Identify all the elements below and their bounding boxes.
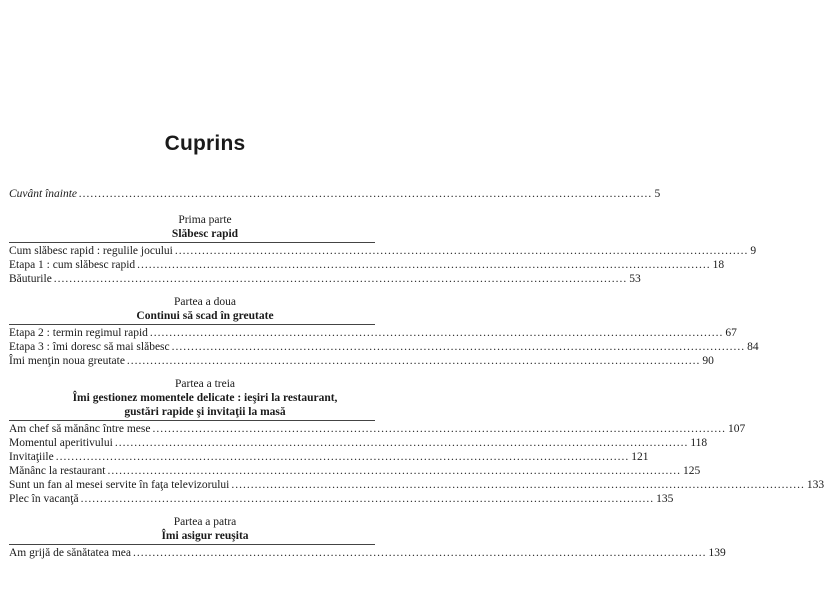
divider bbox=[9, 544, 375, 545]
entry-page: 121 bbox=[631, 451, 649, 463]
entry-label: Etapa 3 : îmi doresc să mai slăbesc bbox=[9, 341, 170, 353]
toc-entry[interactable] bbox=[9, 259, 725, 272]
dot-leader: .................................................................................................................................................... bbox=[171, 341, 746, 353]
part-subtitle: gustări rapide şi invitaţii la masă bbox=[124, 406, 286, 418]
entry-page: 84 bbox=[747, 341, 759, 353]
toc-entry[interactable] bbox=[9, 423, 746, 436]
dot-leader: .................................................................................................................................................... bbox=[149, 327, 724, 339]
entry-page: 135 bbox=[656, 493, 674, 505]
part-subtitle: Îmi gestionez momentele delicate : ieşiri la restaurant, bbox=[72, 392, 338, 404]
dot-leader: .................................................................................................................................................... bbox=[114, 437, 689, 449]
part-heading: Partea a treia bbox=[174, 378, 235, 390]
entry-page: 53 bbox=[629, 273, 641, 285]
part-subtitle: Slăbesc rapid bbox=[171, 228, 239, 240]
toc-entry[interactable] bbox=[9, 451, 649, 464]
entry-label: Am chef să mănânc între mese bbox=[9, 423, 151, 435]
entry-label: Etapa 2 : termin regimul rapid bbox=[9, 327, 148, 339]
entry-page: 107 bbox=[727, 423, 746, 435]
entry-label: Momentul aperitivului bbox=[9, 437, 113, 449]
entry-label: Invitaţiile bbox=[9, 451, 54, 463]
entry-label: Etapa 1 : cum slăbesc rapid bbox=[9, 259, 136, 271]
entry-label: Îmi menţin noua greutate bbox=[9, 355, 125, 367]
entry-page: 9 bbox=[750, 245, 757, 257]
part-subtitle: Continui să scad în greutate bbox=[136, 310, 274, 322]
entry-page: 5 bbox=[654, 188, 661, 200]
toc-entry[interactable] bbox=[9, 327, 737, 340]
dot-leader: .................................................................................................................................................... bbox=[80, 493, 655, 505]
dot-leader: .................................................................................................................................................... bbox=[126, 355, 701, 367]
toc-entry[interactable] bbox=[9, 437, 708, 450]
part-heading: Prima parte bbox=[178, 214, 232, 226]
entry-page: 118 bbox=[690, 437, 708, 449]
entry-page: 67 bbox=[725, 327, 737, 339]
dot-leader: .................................................................................................................................................... bbox=[174, 245, 749, 257]
divider bbox=[9, 242, 375, 243]
entry-label: Cuvânt înainte bbox=[9, 188, 78, 200]
entry-page: 125 bbox=[682, 465, 701, 477]
dot-leader: .................................................................................................................................................... bbox=[231, 479, 805, 491]
dot-leader: .................................................................................................................................................... bbox=[137, 259, 711, 271]
entry-page: 139 bbox=[708, 547, 726, 559]
toc-entry[interactable] bbox=[9, 547, 726, 560]
dot-leader: .................................................................................................................................................... bbox=[132, 547, 707, 559]
divider bbox=[9, 324, 375, 325]
dot-leader: .................................................................................................................................................... bbox=[53, 273, 628, 285]
toc-entry[interactable] bbox=[9, 341, 759, 354]
entry-page: 133 bbox=[806, 479, 824, 491]
dot-leader: .................................................................................................................................................... bbox=[55, 451, 630, 463]
part-heading: Partea a patra bbox=[173, 516, 237, 528]
entry-page: 18 bbox=[712, 259, 725, 271]
toc-entry[interactable] bbox=[9, 355, 714, 368]
entry-label: Sunt un fan al mesei servite în faţa televizorului bbox=[9, 479, 230, 491]
toc-entry[interactable] bbox=[9, 245, 757, 258]
page-title: Cuprins bbox=[164, 132, 246, 155]
entry-label: Plec în vacanţă bbox=[9, 493, 79, 505]
toc-entry[interactable] bbox=[9, 493, 674, 506]
toc-entry-intro[interactable] bbox=[9, 188, 661, 201]
entry-label: Băuturile bbox=[9, 273, 52, 285]
part-subtitle: Îmi asigur reuşita bbox=[161, 530, 249, 542]
part-heading: Partea a doua bbox=[174, 296, 236, 308]
divider bbox=[9, 420, 375, 421]
entry-page: 90 bbox=[702, 355, 714, 367]
toc-entry[interactable] bbox=[9, 479, 824, 492]
toc-entry[interactable] bbox=[9, 465, 701, 478]
dot-leader: .................................................................................................................................................... bbox=[79, 188, 653, 200]
entry-label: Cum slăbesc rapid : regulile jocului bbox=[9, 245, 173, 257]
entry-label: Am grijă de sănătatea mea bbox=[9, 547, 131, 559]
toc-entry[interactable] bbox=[9, 273, 641, 286]
entry-label: Mănânc la restaurant bbox=[9, 465, 106, 477]
dot-leader: .................................................................................................................................................... bbox=[107, 465, 681, 477]
dot-leader: .................................................................................................................................................... bbox=[152, 423, 726, 435]
